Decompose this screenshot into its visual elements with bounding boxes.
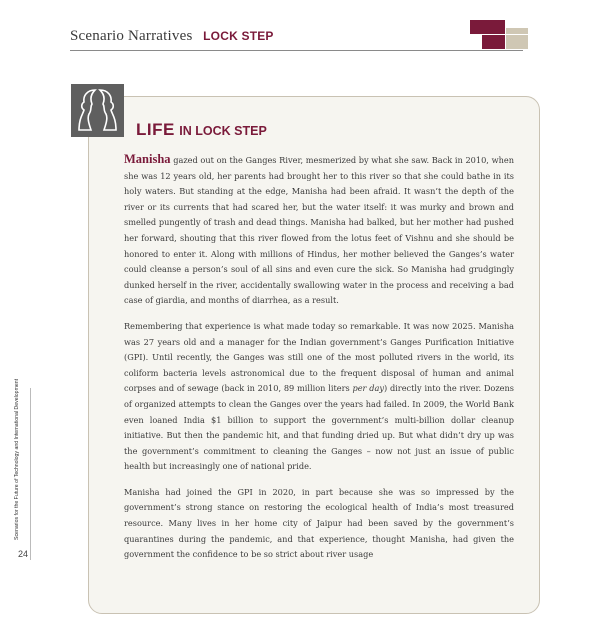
header-subsection: LOCK STEP [203,29,274,43]
paragraph-2 [124,319,514,475]
header-block-tan-1 [506,28,528,34]
header-block-tan-2 [506,35,528,49]
paragraph-1 [124,152,514,309]
sidebar-rule [30,388,31,560]
header-block-maroon [470,20,505,34]
lead-name: Manisha [124,152,171,166]
chapter-title-main: LIFE [136,120,175,139]
paragraph-1-text: gazed out on the Ganges River, mesmerized by what she saw. Back in 2010, when she was 12 years old, her parents had brought her to this river so that she could bathe in its holy waters. But standing at the edge, Manisha had been afraid. It wasn’t the depth of the river or its currents that had scared her, but the water itself: it was murky and brown and smelled pungently of trash and dead things. Manisha had balked, but her mother had pushed her forward, shouting that this river flowed from the lotus feet of Vishnu and she should be honored to enter it. Along with millions of Hindus, her mother believed the Ganges’s water could cleanse a person’s soul of all sins and even cure the sick. So Manisha had grudgingly dunked herself in the river, accidentally swallowing water in the process and receiving a bad case of giardia, and months of diarrhea, as a result. [124,155,514,306]
paragraph-2-text-b: ) directly into the river. Dozens of organized attempts to clean the Ganges over the years had failed. In 2009, the World Bank even loaned India $1 billion to support the government’s multi-billion dollar cleanup initiative. But then the pandemic hit, and that funding dried up. But what didn’t dry up was the government’s commitment to cleaning the Ganges – now not just an issue of public health but increasingly one of national pride. [124,383,514,472]
header-section: Scenario Narratives [70,28,193,44]
paragraph-3 [124,485,514,563]
sidebar-publication-title: Scenarios for the Future of Technology and International Development [14,378,20,540]
header-block-maroon-2 [482,35,505,49]
paragraph-3-text: Manisha had joined the GPI in 2020, in part because she was so impressed by the government’s strong stance on restoring the ecological health of India’s most treasured resource. Many lives in her home city of Jaipur had been saved by the government’s quarantines during the pandemic, and that experience, thought Manisha, had given the government the confidence to be so strict about river usage [124,486,514,560]
running-header [70,28,274,45]
header-rule [70,50,523,51]
paragraph-2-text-a: Remembering that experience is what made today so remarkable. It was now 2025. Manisha was 27 years old and a manager for the Indian government’s Ganges Purification Initiative (GPI). Until recently, the Ganges was still one of the most polluted rivers in the world, its coliform bacteria levels astronomical due to the frequent disposal of human and animal corpses and of sewage (back in 2010, 89 million liters [124,320,514,394]
paragraph-2-emphasis: per day [352,383,384,394]
chapter-title [136,120,267,140]
narrative-body [124,152,514,573]
page-number: 24 [18,549,29,559]
chapter-title-rest: IN LOCK STEP [179,124,267,138]
two-faces-silhouette-icon [71,84,124,137]
